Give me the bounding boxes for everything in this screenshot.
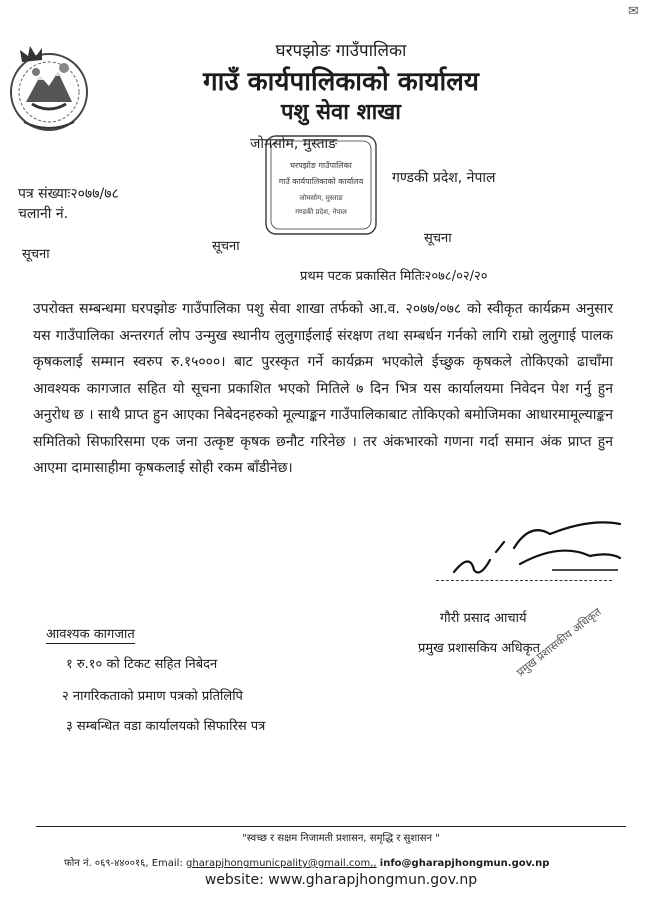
signature-icon — [440, 512, 630, 584]
stamp-line-4: गण्डकी प्रदेश, नेपाल — [295, 208, 347, 216]
footer-email-secondary[interactable]: info@gharapjhongmun.gov.np — [379, 858, 550, 869]
footer-website[interactable]: website: www.gharapjhongmun.gov.np — [204, 872, 478, 888]
footer-email-label: Email: — [151, 858, 183, 869]
municipality-name: घरपझोङ गाउँपालिका — [275, 41, 407, 61]
signatory-stamp-icon — [488, 586, 628, 696]
branch-title: पशु सेवा शाखा — [281, 100, 401, 125]
stamp-line-2: गाउँ कार्यपालिकाको कार्यालय — [278, 177, 364, 186]
signature-line — [436, 580, 612, 581]
notice-label: सूचना — [424, 231, 452, 246]
document-item: २ नागरिकताको प्रमाण पत्रको प्रतिलिपि — [62, 689, 243, 704]
letter-reference-number: पत्र संख्याः२०७७/७८ — [18, 186, 119, 202]
publish-date: प्रथम पटक प्रकासित मितिः२०७८/०२/२० — [300, 269, 488, 284]
signatory-title: प्रमुख प्रशासकिय अधिकृत — [418, 641, 541, 656]
office-location: जोमसोम, मुस्ताङ — [250, 136, 338, 152]
office-title: गाउँ कार्यपालिकाको कार्यालय — [203, 67, 479, 97]
notice-label: सूचना — [22, 247, 50, 262]
footer-slogan: "स्वच्छ र सक्षम निजामती प्रशासन, समृद्धि र सुशासन " — [242, 833, 440, 844]
signatory-name: गौरी प्रसाद आचार्य — [440, 611, 527, 626]
document-item: १ रु.१० को टिकट सहित निबेदन — [66, 657, 218, 672]
documents-heading: आवश्यक कागजात — [46, 624, 135, 644]
footer-email-primary[interactable]: gharapjhongmunicpality@gmail.com,, — [186, 858, 377, 869]
signatory-stamp-text: प्रमुख प्रशासकीय अधिकृत — [514, 605, 604, 680]
office-stamp-icon — [262, 134, 380, 238]
footer-divider — [36, 826, 626, 827]
province-name: गण्डकी प्रदेश, नेपाल — [392, 170, 496, 186]
stamp-line-3: जोमसोम, मुस्ताङ — [299, 194, 343, 202]
footer-phone: फोन नं. ०६९-४४००१६, — [64, 858, 149, 869]
document-item: ३ सम्बन्धित वडा कार्यालयको सिफारिस पत्र — [66, 719, 266, 734]
corner-mark-icon: ✉ — [628, 4, 639, 19]
stamp-line-1: घरपझोङ गाउँपालिका — [290, 161, 352, 170]
notice-label: सूचना — [212, 239, 240, 254]
dispatch-number: चलानी नं. — [18, 206, 69, 222]
footer-contact — [64, 855, 549, 869]
notice-body: उपरोक्त सम्बन्धमा घरपझोङ गाउँपालिका पशु सेवा शाखा तर्फको आ.व. २०७७/०७८ को स्वीकृत कार्यक्रम अनुसार यस गाउँपालिका अन्तरगर्त लोप उन्मुख स्थानीय लुलुगाईलाई संरक्षण तथा सम्बर्धन गर्नको लागि राम्रो लुलुगाई पालक कृषकलाई सम्मान स्वरुप रु.१५०००। बाट पुरस्कृत गर्ने कार्यक्रम भएकोले ईच्छुक कृषकले तोकिएको ढाचाँमा आवश्यक कागजात सहित यो सूचना प्रकाशित भएको मितिले ७ दिन भित्र यस कार्यालयमा निवेदन पेश गर्नु हुन अनुरोध छ । साथै प्राप्त हुन आएका निबेदनहरुको मूल्याङ्कन गाउँपालिकाबाट तोकिएको बमोजिमका आधारमामूल्याङ्कन समितिको सिफारिसमा एक जना उत्कृष्ट कृषक छनौट गरिनेछ । तर अंकभारको गणना गर्दा समान अंक प्राप्त हुन आएमा दामासाहीमा कृषकलाई सोही रकम बाँडीनेछ। — [33, 301, 613, 476]
